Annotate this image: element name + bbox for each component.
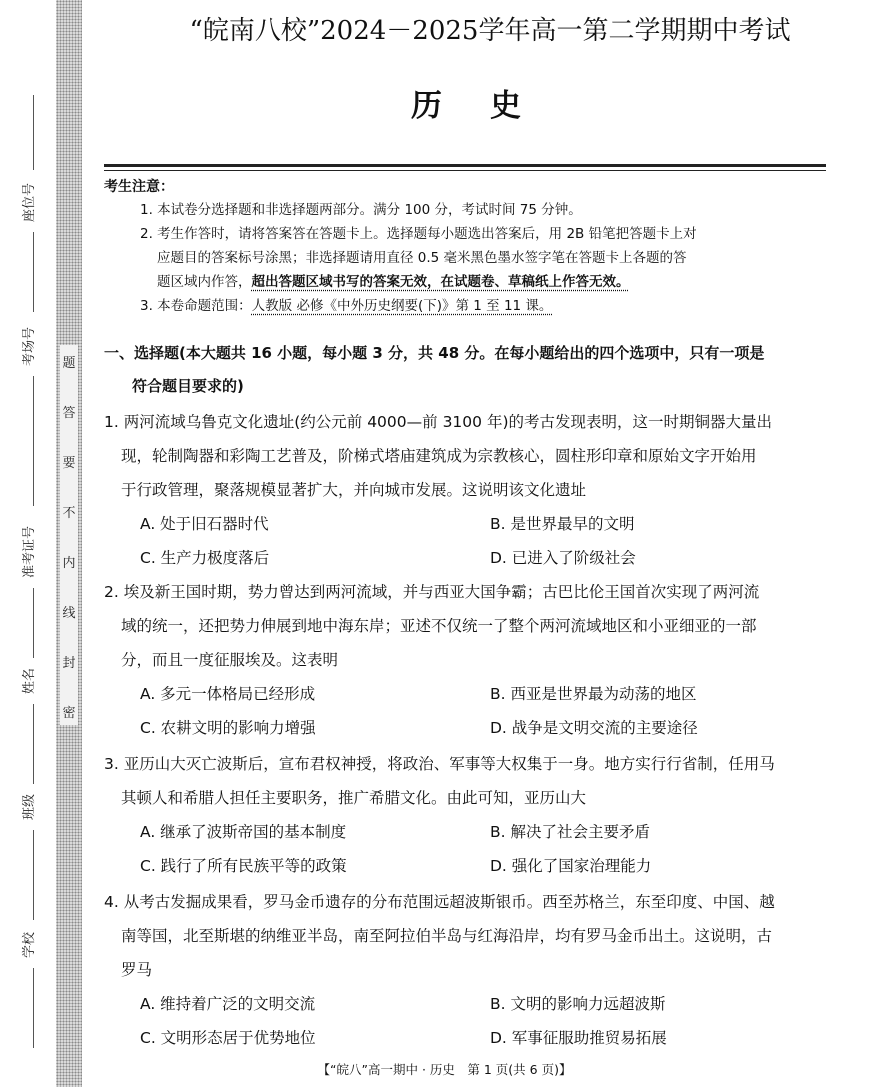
fold-char: 不 [62,506,76,521]
notice-item-1: 1. 本试卷分选择题和非选择题两部分。满分 100 分，考试时间 75 分钟。 [140,202,582,218]
school-line-extension [33,968,34,1048]
question-1: 1. 两河流域乌鲁克文化遗址(约公元前 4000—前 3100 年)的考古发现表明，这一时期铜器大量出 [104,413,772,431]
question-2-cont: 分，而且一度征服埃及。这表明 [121,651,339,669]
seat-number-label: 座位号 [22,182,37,222]
notice-item-2-cont: 应题目的答案标号涂黑；非选择题请用直径 0.5 毫米黑色墨水签字笔在答题卡上各题的答 [157,250,687,266]
q3-option-c: C. 践行了所有民族平等的政策 [140,857,347,875]
school-label: 学校 [22,931,37,958]
q2-option-c: C. 农耕文明的影响力增强 [140,719,316,737]
admission-number-line[interactable] [33,376,34,506]
exam-room-line[interactable] [33,232,34,312]
question-3-cont: 其顿人和希腊人担任主要职务，推广希腊文化。由此可知，亚历山大 [121,789,587,807]
q4-option-d: D. 军事征服助推贸易拓展 [490,1029,667,1047]
fold-char: 答 [62,406,76,421]
question-1-cont: 现，轮制陶器和彩陶工艺普及，阶梯式塔庙建筑成为宗教核心，圆柱形印章和原始文字开始用 [121,447,757,465]
fold-char: 要 [62,456,76,471]
question-2: 2. 埃及新王国时期，势力曾达到两河流域，并与西亚大国争霸；古巴比伦王国首次实现了两河流 [104,583,760,601]
q4-option-b: B. 文明的影响力远超波斯 [490,995,666,1013]
exam-room-label: 考场号 [22,326,37,366]
question-4-cont: 南等国，北至斯堪的纳维亚半岛，南至阿拉伯半岛与红海沿岸，均有罗马金币出土。这说明，古 [121,927,773,945]
class-label: 班级 [22,793,37,820]
question-4: 4. 从考古发掘成果看，罗马金币遗存的分布范围远超波斯银币。西至苏格兰，东至印度、中国、越 [104,893,775,911]
question-4-cont: 罗马 [121,961,153,979]
header-rule-thin [104,170,826,171]
header-rule-thick [104,164,826,167]
section-heading: 一、选择题(本大题共 16 小题，每小题 3 分，共 48 分。在每小题给出的四个选项中，只有一项是 [104,344,765,362]
class-line[interactable] [33,704,34,784]
q3-option-a: A. 继承了波斯帝国的基本制度 [140,823,347,841]
section-heading-cont: 符合题目要求的) [132,377,244,395]
subject-title: 历史 [411,88,569,124]
q3-option-b: B. 解决了社会主要矛盾 [490,823,650,841]
question-3: 3. 亚历山大灭亡波斯后，宣布君权神授，将政治、军事等大权集于一身。地方实行行省制，任用马 [104,755,775,773]
notice-heading: 考生注意： [104,179,174,195]
question-2-cont: 域的统一，还把势力伸展到地中海东岸；亚述不仅统一了整个两河流域地区和小亚细亚的一部 [121,617,757,635]
seat-number-line[interactable] [33,95,34,170]
exam-title: “皖南八校”2024－2025学年高一第二学期期中考试 [189,16,791,46]
notice-item-3 [140,294,840,318]
notice-text: 题区域内作答， [157,274,252,290]
fold-char: 线 [62,606,76,621]
fold-char: 内 [62,556,76,571]
notice-text: 3. 本卷命题范围： [140,298,252,314]
page-footer: 【“皖八”高一期中 · 历史 第 1 页(共 6 页)】 [317,1062,572,1077]
q1-option-a: A. 处于旧石器时代 [140,515,269,533]
q2-option-b: B. 西亚是世界最为动荡的地区 [490,685,697,703]
q1-option-d: D. 已进入了阶级社会 [490,549,636,567]
fold-char: 题 [62,356,76,371]
q2-option-a: A. 多元一体格局已经形成 [140,685,316,703]
school-line[interactable] [33,830,34,920]
q3-option-d: D. 强化了国家治理能力 [490,857,652,875]
fold-char: 封 [62,656,76,671]
fold-char: 密 [62,706,76,721]
q4-option-a: A. 维持着广泛的文明交流 [140,995,316,1013]
notice-item-2: 2. 考生作答时，请将答案答在答题卡上。选择题每小题选出答案后，用 2B 铅笔把答题卡上对 [140,226,697,242]
admission-number-label: 准考证号 [22,525,37,578]
notice-emphasis: 超出答题区域书写的答案无效，在试题卷、草稿纸上作答无效。 [251,274,630,290]
q2-option-d: D. 战争是文明交流的主要途径 [490,719,698,737]
q1-option-c: C. 生产力极度落后 [140,549,270,567]
q1-option-b: B. 是世界最早的文明 [490,515,635,533]
q4-option-c: C. 文明形态居于优势地位 [140,1029,316,1047]
notice-item-2-cont [157,270,837,294]
question-1-cont: 于行政管理，聚落规模显著扩大，并向城市发展。这说明该文化遗址 [121,481,587,499]
name-label: 姓名 [22,667,37,694]
notice-scope: 人教版 必修《中外历史纲要(下)》第 1 至 11 课。 [251,298,553,314]
name-line[interactable] [33,588,34,658]
